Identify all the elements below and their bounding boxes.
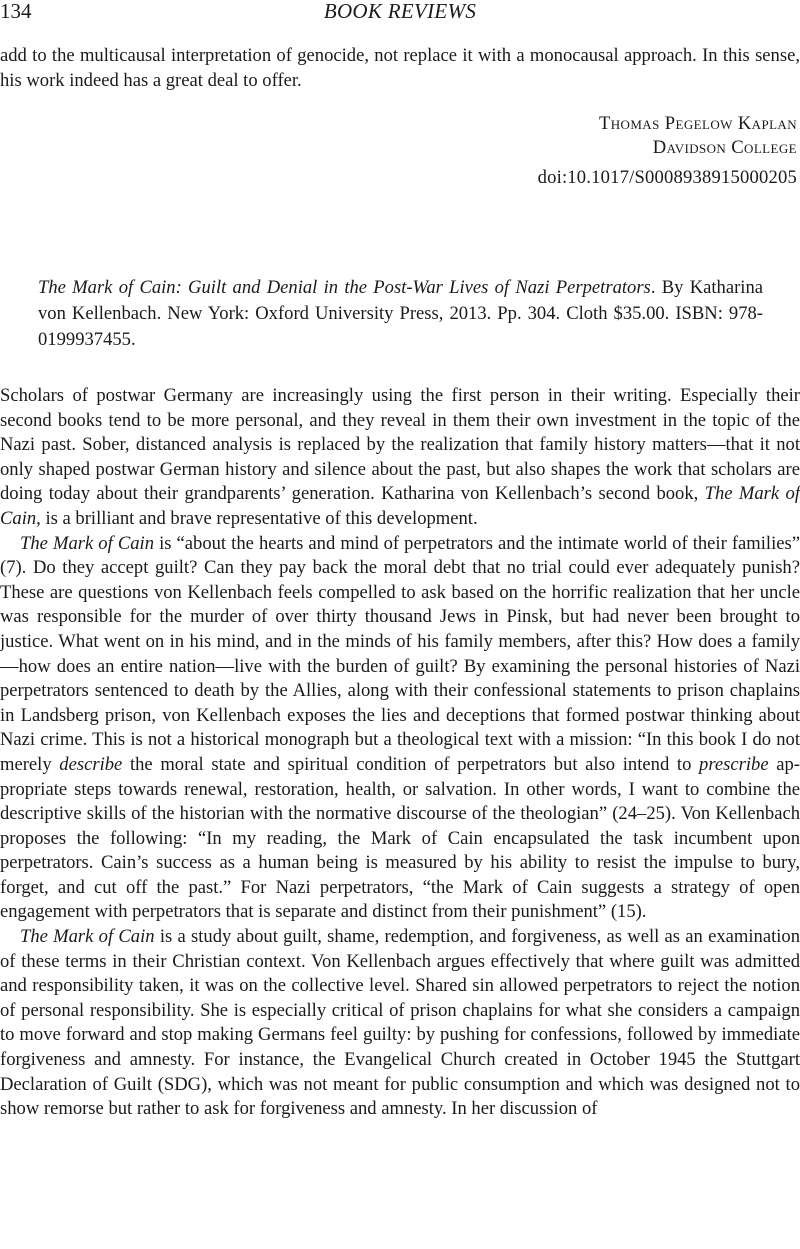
running-title: BOOK REVIEWS	[323, 0, 477, 23]
reviewer-affiliation: Davidson College	[652, 137, 797, 159]
book-citation	[38, 275, 763, 353]
doi-link[interactable]: doi:10.1017/S0008938915000205	[537, 166, 797, 188]
paragraph-text: is a brilliant and brave representative of this development.	[40, 507, 478, 529]
review-body	[0, 384, 800, 1122]
reviewer-signature	[538, 112, 797, 190]
emphasis-prescribe: prescribe	[699, 753, 769, 775]
review-paragraph-3	[0, 925, 800, 1122]
running-head	[0, 0, 800, 26]
paragraph-text: appropriate steps towards renewal, restoration, health, or salvation. In other words, I want to combine the descriptive skills of the historian with the normative discourse of the theologian” (24–25). Von Kellenbach proposes the following: “In my reading, the Mark of Cain encapsulated the task incumbent upon perpetrators. Cain’s success as a human being is measured by his ability to resist the impulse to bury, forget, and cut off the past.” For Nazi perpetrators, “the Mark of Cain suggests a strategy of open engagement with perpetrators that is separate and distinct from their punishment” (15).	[0, 753, 800, 923]
paragraph-text: is “about the hearts and mind of perpetrators and the intimate world of their families” (7). Do they accept guilt? Can they pay back the moral debt that no trial could ever adequately punish? These are questions von Kellenbach feels compelled to ask based on the horrific realization that her uncle was responsible for the murder of over thirty thousand Jews in Pinsk, but had never been brought to justice. What went on in his mind, and in the minds of his family members, after this? How does a family—how does an entire nation—live with the burden of guilt? By examining the personal histories of Nazi perpetrators sentenced to death by the Allies, along with their confessional statements to prison chaplains in Landsberg prison, von Kellenbach exposes the lies and deceptions that formed postwar thinking about Nazi crime. This is not a historical monograph but a theological text with a mission: “In this book I do not merely	[0, 532, 800, 775]
emphasis-describe: describe	[59, 753, 123, 775]
book-title-reference: The Mark of Cain	[20, 532, 154, 554]
paragraph-text: the moral state and spiritual condition of perpetrators but also intend to	[122, 753, 700, 775]
book-title-reference: The Mark of Cain,	[0, 483, 800, 529]
book-title: The Mark of Cain: Guilt and Denial in the Post-War Lives of Nazi Perpetrators	[38, 277, 651, 298]
paragraph-text: is a study about guilt, shame, redemption, and forgiveness, as well as an examination of these terms in their Christian context. Von Kellenbach argues effectively that where guilt was admitted and responsibility taken, it was on the collective level. Shared sin allowed perpetrators to reject the notion of personal responsibility. She is especially critical of prison chaplains for what she considers a campaign to move forward and stop making Germans feel guilty: by pushing for confessions, followed by immediate forgiveness and amnesty. For instance, the Evangelical Church created in October 1945 the Stuttgart Declaration of Guilt (SDG), which was not meant for public consumption and which was designed not to show remorse but rather to ask for forgiveness and amnesty. In her discussion of	[0, 926, 800, 1120]
book-author: . By Katharina von Kellenbach.	[38, 277, 764, 324]
book-publication: New York: Oxford University Press, 2013. Pp. 304. Cloth $35.00. ISBN: 978-0199937455.	[38, 303, 763, 350]
page-number: 134	[0, 0, 32, 23]
book-title-reference: The Mark of Cain	[20, 926, 155, 948]
review-paragraph-1	[0, 384, 800, 532]
reviewer-name: Thomas Pegelow Kaplan	[599, 113, 797, 134]
previous-review-closing: add to the multicausal interpretation of genocide, not replace it with a monocausal approach. In this sense, his work indeed has a great deal to offer.	[0, 45, 800, 91]
review-paragraph-2	[0, 532, 800, 926]
paragraph-text: Scholars of postwar Germany are increasingly using the first person in their writing. Especially their second books tend to be more personal, and they reveal in them their own investment in the topic of the Nazi past. Sober, distanced analysis is replaced by the realization that family history matters—that it not only shaped postwar German history and silence about the past, but also shapes the work that scholars are doing today about their grandparents’ generation. Katharina von Kellenbach’s second book,	[0, 385, 800, 505]
